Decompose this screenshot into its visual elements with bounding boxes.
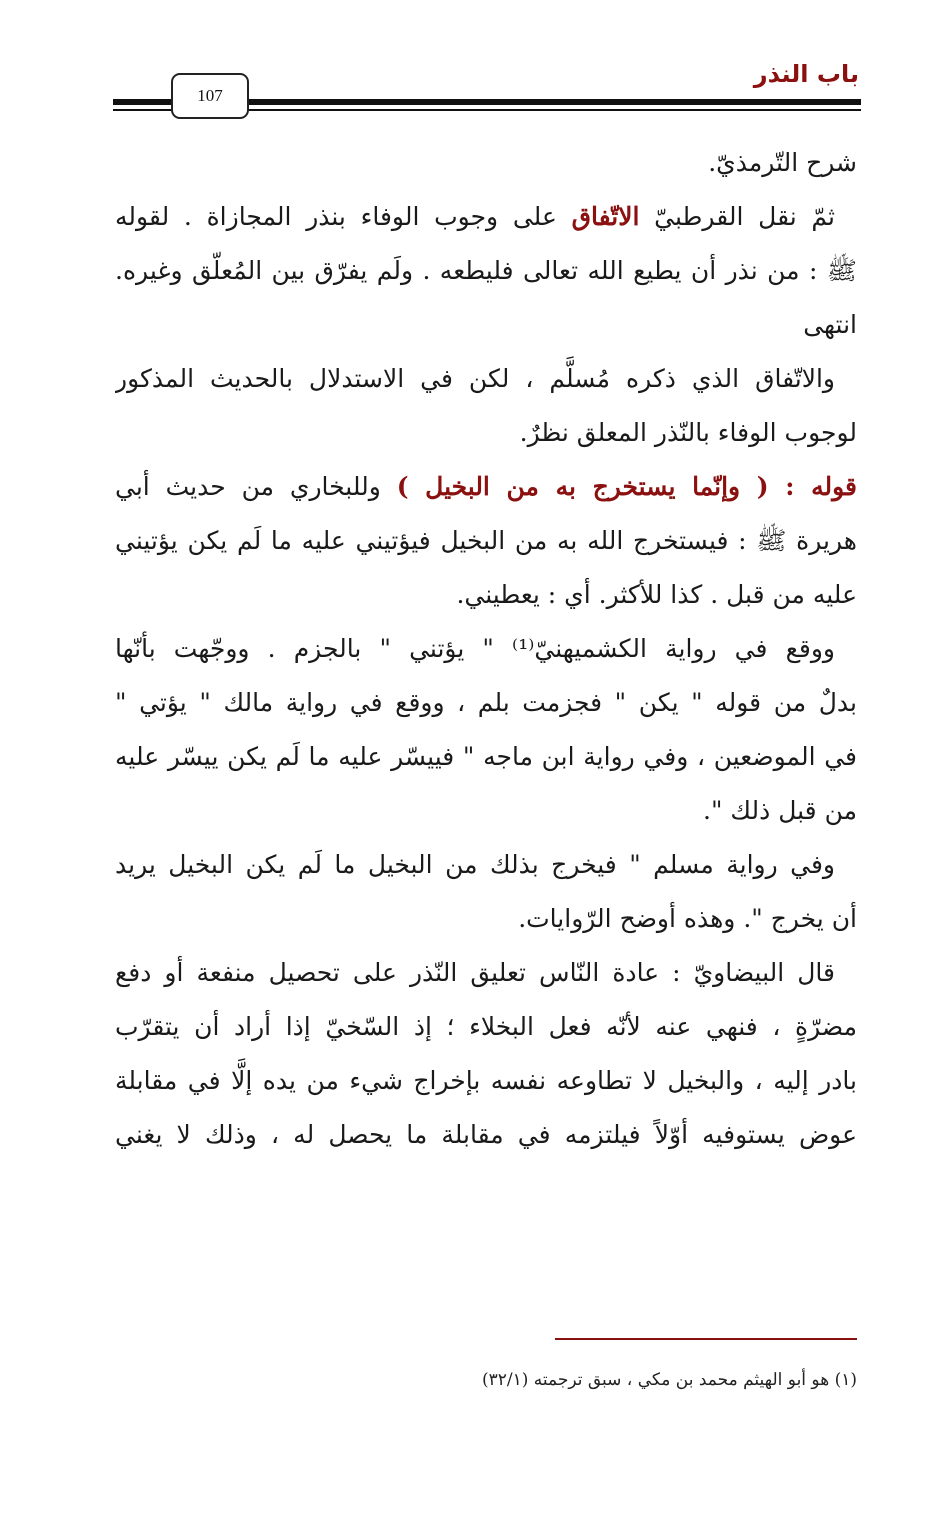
text-line: بدلٌ من قوله " يكن " فجزمت بلم ، ووقع في رواية مالك " يؤتي ": [115, 688, 857, 717]
text-line: ﷺ : من نذر أن يطيع الله تعالى فليطعه . ولَم يفرّق بين المُعلّق وغيره.: [115, 256, 857, 285]
text-run: على وجوب الوفاء بنذر المجازاة . لقوله: [115, 202, 572, 231]
text-line: في الموضعين ، وفي رواية ابن ماجه " فييسّر عليه ما لَم يكن ييسّر عليه: [115, 742, 857, 771]
text-line: [115, 190, 857, 244]
page-header: [113, 52, 861, 124]
quoted-heading: قوله : ( وإنّما يستخرج به من البخيل ): [396, 472, 857, 501]
highlighted-term: الاتّفاق: [571, 202, 640, 231]
page-number: 107: [171, 73, 249, 119]
text-line: عوض يستوفيه أوّلاً فيلتزمه في مقابلة ما يحصل له ، وذلك لا يغني: [115, 1120, 857, 1149]
text-line: من قبل ذلك ".: [703, 796, 857, 825]
text-line: انتهى: [803, 310, 857, 339]
text-line: هريرة ﷺ : فيستخرج الله به من البخيل فيؤتيني عليه ما لَم يكن يؤتيني: [115, 526, 857, 555]
text-line: والاتّفاق الذي ذكره مُسلَّم ، لكن في الاستدلال بالحديث المذكور: [115, 364, 835, 393]
text-line: بادر إليه ، والبخيل لا تطاوعه نفسه بإخراج شيء من يده إلَّا في مقابلة: [115, 1066, 857, 1095]
footnote-rule: [555, 1338, 857, 1340]
text-line: شرح التّرمذيّ.: [708, 148, 857, 177]
footnote: (١) هو أبو الهيثم محمد بن مكي ، سبق ترجمته (٣٢/١): [481, 1370, 857, 1390]
text-line: أن يخرج ". وهذه أوضح الرّوايات.: [518, 904, 857, 933]
text-run: وللبخاري من حديث أبي: [115, 472, 397, 501]
text-line: مضرّةٍ ، فنهي عنه لأنّه فعل البخلاء ؛ إذ السّخيّ إذا أراد أن يتقرّب: [115, 1012, 857, 1041]
chapter-title: باب النذر: [753, 60, 859, 88]
text-line: [115, 460, 857, 514]
text-line: عليه من قبل . كذا للأكثر. أي : يعطيني.: [456, 580, 857, 609]
body-text: [115, 136, 857, 1162]
text-line: ووقع في رواية الكشميهنيّ⁽¹⁾ " يؤتني " بالجزم . ووجّهت بأنّها: [115, 634, 835, 663]
text-line: لوجوب الوفاء بالنّذر المعلق نظرٌ.: [519, 418, 857, 447]
text-run: ثمّ نقل القرطبيّ: [639, 202, 835, 231]
text-line: وفي رواية مسلم " فيخرج بذلك من البخيل ما لَم يكن البخيل يريد: [115, 850, 835, 879]
text-line: قال البيضاويّ : عادة النّاس تعليق النّذر على تحصيل منفعة أو دفع: [115, 958, 835, 987]
